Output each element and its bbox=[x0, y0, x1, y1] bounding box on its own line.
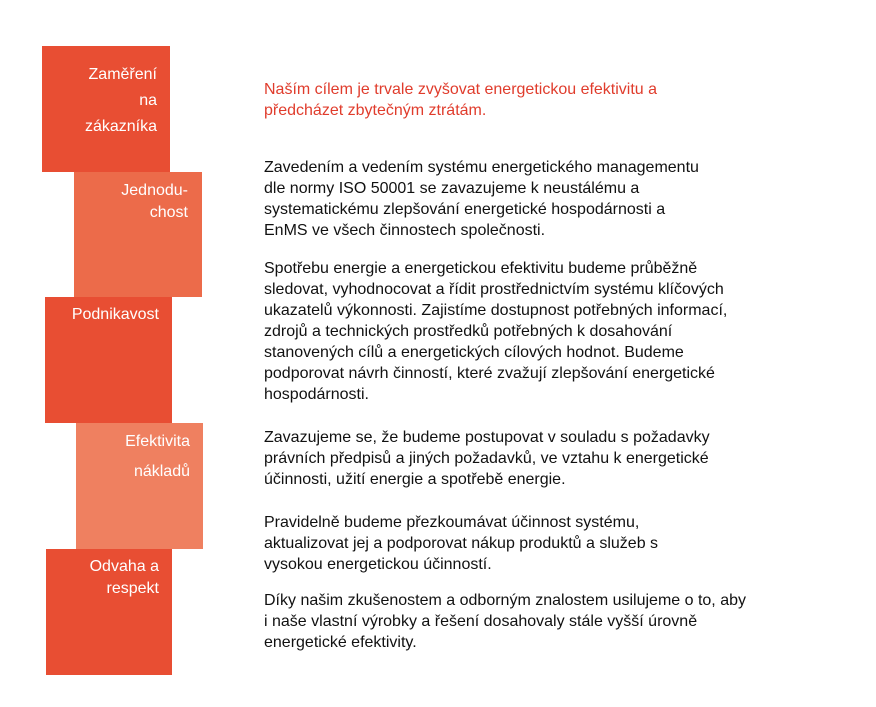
value-block-entrepreneurship bbox=[45, 297, 172, 423]
paragraph-review: Pravidelně budeme přezkoumávat účinnost systému, aktualizovat jej a podporovat nákup produktů a služeb s vysokou energetickou účinností. bbox=[264, 514, 659, 573]
value-block-customer-focus bbox=[42, 46, 170, 172]
paragraph-compliance: Zavazujeme se, že budeme postupovat v souladu s požadavky právních předpisů a jiných požadavků, ve vztahu k energetické účinnosti, užití energie a spotřebě energie. bbox=[264, 429, 710, 488]
paragraph-monitoring: Spotřebu energie a energetickou efektivitu budeme průběžně sledovat, vyhodnocovat a řídit prostřednictvím systému klíčových ukazatelů výkonnosti. Zajistíme dostupnost potřebných informací, zdrojů a technických prostředků potřebných k dosahování stanovených cílů a energetických cílových hodnot. Budeme podporovat návrh činností, které zvažují zlepšování energetické hospodárnosti. bbox=[264, 260, 728, 403]
value-label-line: na bbox=[139, 92, 157, 109]
value-label-line: Efektivita bbox=[125, 433, 190, 450]
value-block-courage-respect bbox=[46, 549, 172, 675]
value-label-line: Zaměření bbox=[88, 66, 157, 83]
value-label-line: nákladů bbox=[133, 463, 190, 480]
value-label-line: respekt bbox=[106, 580, 159, 597]
paragraph-expertise: Díky našim zkušenostem a odborným znalostem usilujeme o to, aby i naše vlastní výrobky a řešení dosahovaly stále vyšší úrovně energetické efektivity. bbox=[264, 592, 746, 651]
value-block-simplicity bbox=[74, 172, 202, 297]
value-label-line: chost bbox=[149, 204, 188, 221]
value-label-line: Jednodu- bbox=[121, 182, 188, 199]
value-label-line: zákazníka bbox=[84, 118, 157, 135]
value-label-line: Odvaha a bbox=[89, 558, 159, 575]
value-label-line: Podnikavost bbox=[71, 306, 159, 323]
value-block-cost-efficiency bbox=[76, 423, 203, 549]
paragraph-iso-50001: Zavedením a vedením systému energetického managementu dle normy ISO 50001 se zavazujeme k neustálému a systematickému zlepšování energetické hospodárnosti a EnMS ve všech činnostech společnosti. bbox=[264, 159, 699, 239]
intro-statement: Naším cílem je trvale zvyšovat energetickou efektivitu a předcházet zbytečným ztrátám. bbox=[264, 81, 658, 119]
